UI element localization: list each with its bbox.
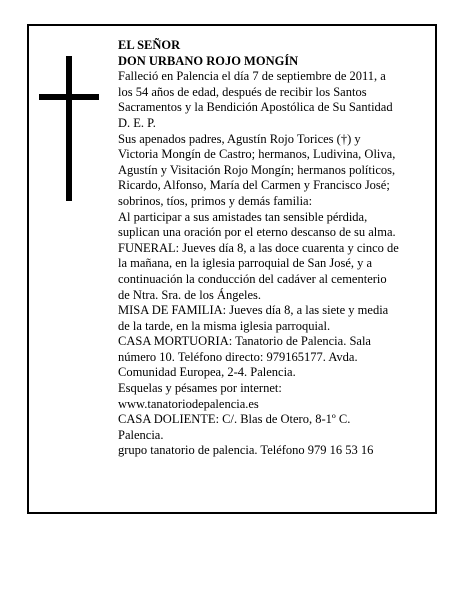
- body-line: Falleció en Palencia el día 7 de septiembre de 2011, a: [118, 69, 386, 84]
- body-line: Palencia.: [118, 427, 164, 442]
- body-line: CASA MORTUORIA: Tanatorio de Palencia. Sala: [118, 334, 371, 349]
- body-line: Comunidad Europea, 2-4. Palencia.: [118, 365, 296, 380]
- body-line: suplican una oración por el eterno descanso de su alma.: [118, 225, 396, 240]
- body-line: Sacramentos y la Bendición Apostólica de Su Santidad: [118, 100, 393, 115]
- body-line: Al participar a sus amistades tan sensible pérdida,: [118, 209, 368, 224]
- body-line: Sus apenados padres, Agustín Rojo Torices (†) y: [118, 131, 361, 146]
- body-line: Esquelas y pésames por internet:: [118, 381, 282, 396]
- body-line: de Ntra. Sra. de los Ángeles.: [118, 287, 262, 302]
- body-line: grupo tanatorio de palencia. Teléfono 979 16 53 16: [118, 443, 374, 458]
- body-line: número 10. Teléfono directo: 979165177. Avda.: [118, 349, 358, 364]
- body-line: D. E. P.: [118, 115, 156, 130]
- obituary-notice: [27, 24, 437, 514]
- notice-text: [118, 38, 430, 459]
- cross-vertical-bar: [66, 56, 72, 201]
- body-line: continuación la conducción del cadáver al cementerio: [118, 271, 387, 286]
- body-line: la mañana, en la iglesia parroquial de San José, y a: [118, 256, 373, 271]
- body-line: Agustín y Visitación Rojo Mongín; hermanos políticos,: [118, 162, 396, 177]
- body-line: sobrinos, tíos, primos y demás familia:: [118, 193, 313, 208]
- cross-horizontal-bar: [39, 94, 99, 100]
- body-line: de la tarde, en la misma iglesia parroquial.: [118, 318, 331, 333]
- body-line: Ricardo, Alfonso, María del Carmen y Francisco José;: [118, 178, 390, 193]
- body-line: www.tanatoriodepalencia.es: [118, 396, 259, 411]
- body-line: MISA DE FAMILIA: Jueves día 8, a las siete y media: [118, 303, 389, 318]
- body-line: los 54 años de edad, después de recibir los Santos: [118, 84, 367, 99]
- body-line: FUNERAL: Jueves día 8, a las doce cuarenta y cinco de: [118, 240, 399, 255]
- body-line: Victoria Mongín de Castro; hermanos, Ludivina, Oliva,: [118, 147, 396, 162]
- latin-cross-icon: [39, 56, 99, 201]
- deceased-name: DON URBANO ROJO MONGÍN: [118, 53, 299, 68]
- heading-line-title: EL SEÑOR: [118, 38, 181, 52]
- body-line: CASA DOLIENTE: C/. Blas de Otero, 8-1º C.: [118, 412, 351, 427]
